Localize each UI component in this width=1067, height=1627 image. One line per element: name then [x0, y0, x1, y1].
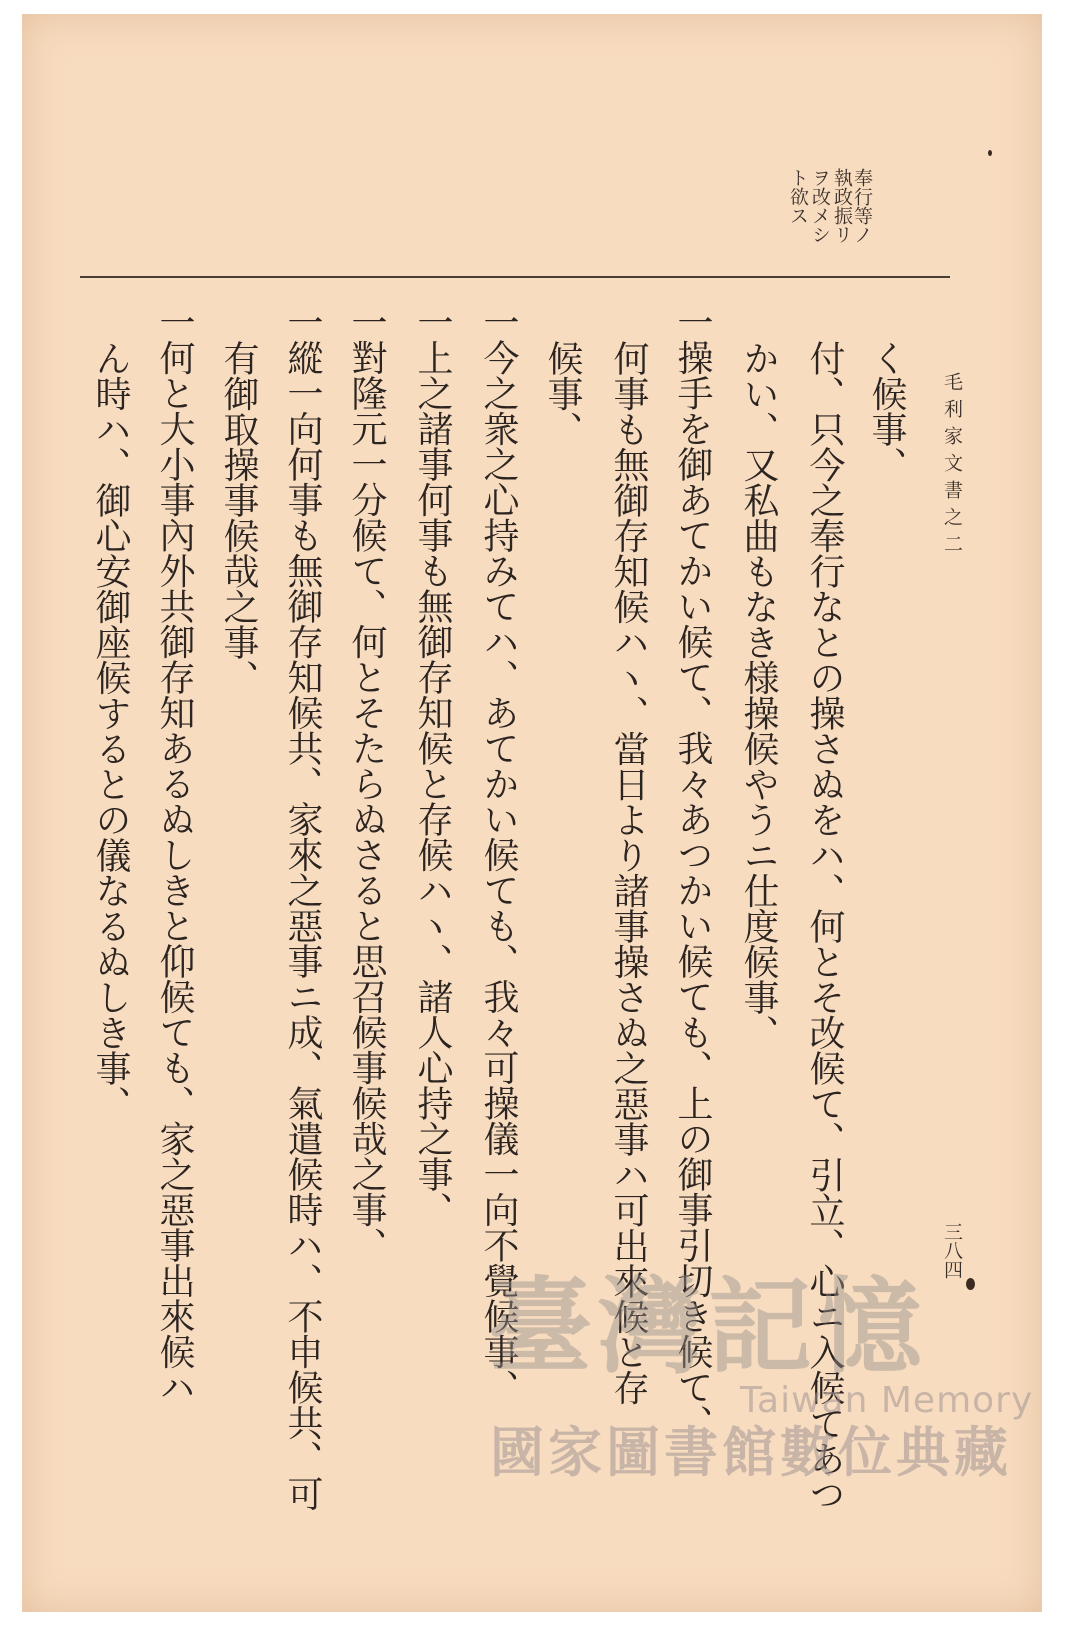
page-number: 三八四: [941, 1222, 963, 1279]
text-column: 一何と大小事內外共御存知あるぬしきと仰候ても、家之惡事出來候ハ: [154, 304, 195, 1405]
marginal-note-line: ト欲ス: [787, 168, 809, 225]
text-column: 有御取操事候哉之事、: [218, 340, 259, 695]
header-rule: [80, 276, 950, 278]
running-head-title: 毛利家文書之二: [941, 372, 963, 561]
text-column: ん時ハ、御心安御座候するとの儀なるぬしき事、: [90, 340, 131, 1121]
marginal-note-line: 執政振リ: [831, 168, 853, 244]
text-column: 一上之諸事何事も無御存知候と存候ハヽ、諸人心持之事、: [412, 304, 453, 1227]
text-column: 何事も無御存知候ハヽ、當日より諸事操さぬ之惡事ハ可出來候と存: [608, 340, 649, 1405]
paper-speck: [988, 150, 992, 156]
paper-speck: [966, 1278, 975, 1290]
watermark-english: Taiwan Memory: [740, 1380, 1034, 1421]
marginal-note-line: 奉行等ノ: [851, 168, 873, 244]
text-column: 候事、: [542, 340, 583, 447]
marginal-note-line: ヲ改メシ: [809, 168, 831, 244]
text-column: 一縱一向何事も無御存知候共、家來之惡事ニ成、氣遣候時ハ、不申候共、可: [282, 304, 323, 1511]
watermark-calligraphy: 臺灣記憶: [488, 1265, 929, 1388]
text-column: 一對隆元一分候て、何とそたらぬさると思召候事候哉之事、: [346, 304, 387, 1263]
text-column: く候事、: [866, 340, 907, 482]
watermark-chinese: 國家圖書館數位典藏: [490, 1421, 1012, 1484]
text-column: かい、又私曲もなき様操候やうニ仕度候事、: [738, 340, 779, 1050]
text-column: 一操手を御あてかい候て、我々あつかい候ても、上の御事引切き候て、: [672, 304, 713, 1440]
text-column: 一今之衆之心持みてハ、あてかい候ても、我々可操儀一向不覺候事、: [478, 304, 519, 1405]
text-column: 付、只今之奉行なとの操さぬをハ、何とそ改候て、引立、心ニ入候てあつ: [804, 340, 845, 1512]
